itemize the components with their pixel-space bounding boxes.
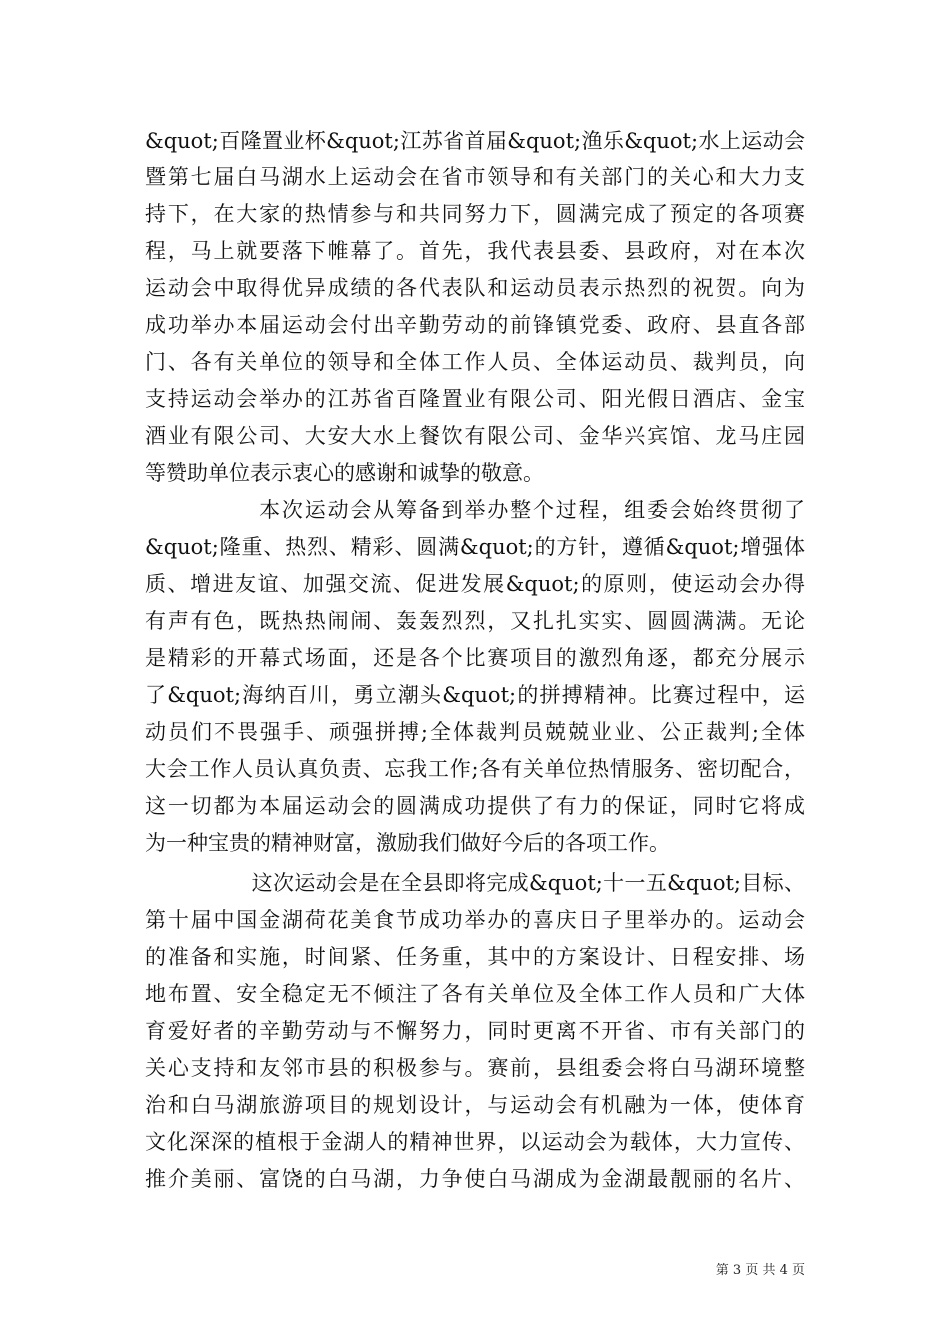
text-line: 地布置、安全稳定无不倾注了各有关单位及全体工作人员和广大体 [145, 982, 805, 1006]
text-line: 程，马上就要落下帷幕了。首先，我代表县委、县政府，对在本次 [145, 239, 805, 263]
text-line: &quot;百隆置业杯&quot;江苏省首届&quot;渔乐&quot;水上运动会 [145, 129, 805, 153]
text-line: 了&quot;海纳百川，勇立潮头&quot;的拼搏精神。比赛过程中，运 [145, 683, 805, 707]
text-line: 酒业有限公司、大安大水上餐饮有限公司、金华兴宾馆、龙马庄园 [145, 424, 805, 448]
text-line: 持下，在大家的热情参与和共同努力下，圆满完成了预定的各项赛 [145, 202, 805, 226]
text-line: 本次运动会从筹备到举办整个过程，组委会始终贯彻了 [145, 498, 805, 522]
text-line: 成功举办本届运动会付出辛勤劳动的前锋镇党委、政府、县直各部 [145, 313, 805, 337]
text-line: 支持运动会举办的江苏省百隆置业有限公司、阳光假日酒店、金宝 [145, 387, 805, 411]
text-line: 的准备和实施，时间紧、任务重，其中的方案设计、日程安排、场 [145, 945, 805, 969]
text-line: 为一种宝贵的精神财富，激励我们做好今后的各项工作。 [145, 831, 670, 855]
text-line: 等赞助单位表示衷心的感谢和诚挚的敬意。 [145, 461, 544, 485]
text-line: 文化深深的植根于金湖人的精神世界，以运动会为载体，大力宣传、 [145, 1130, 805, 1154]
text-line: &quot;隆重、热烈、精彩、圆满&quot;的方针，遵循&quot;增强体 [145, 535, 805, 559]
text-line: 运动会中取得优异成绩的各代表队和运动员表示热烈的祝贺。向为 [145, 276, 805, 300]
text-line: 这次运动会是在全县即将完成&quot;十一五&quot;目标、 [145, 871, 805, 895]
text-line: 动员们不畏强手、顽强拼搏;全体裁判员兢兢业业、公正裁判;全体 [145, 720, 805, 744]
text-line: 大会工作人员认真负责、忘我工作;各有关单位热情服务、密切配合， [145, 757, 805, 781]
text-line: 质、增进友谊、加强交流、促进发展&quot;的原则，使运动会办得 [145, 572, 805, 596]
text-line: 第十届中国金湖荷花美食节成功举办的喜庆日子里举办的。运动会 [145, 908, 805, 932]
text-line: 治和白马湖旅游项目的规划设计，与运动会有机融为一体，使体育 [145, 1093, 805, 1117]
text-line: 关心支持和友邻市县的积极参与。赛前，县组委会将白马湖环境整 [145, 1056, 805, 1080]
text-line: 有声有色，既热热闹闹、轰轰烈烈，又扎扎实实、圆圆满满。无论 [145, 609, 805, 633]
text-line: 推介美丽、富饶的白马湖，力争使白马湖成为金湖最靓丽的名片、 [145, 1167, 805, 1191]
page-number: 第 3 页 共 4 页 [715, 1263, 805, 1278]
text-line: 育爱好者的辛勤劳动与不懈努力，同时更离不开省、市有关部门的 [145, 1019, 805, 1043]
text-line: 暨第七届白马湖水上运动会在省市领导和有关部门的关心和大力支 [145, 165, 805, 189]
text-line: 是精彩的开幕式场面，还是各个比赛项目的激烈角逐，都充分展示 [145, 646, 805, 670]
text-line: 这一切都为本届运动会的圆满成功提供了有力的保证，同时它将成 [145, 794, 805, 818]
text-line: 门、各有关单位的领导和全体工作人员、全体运动员、裁判员，向 [145, 350, 805, 374]
